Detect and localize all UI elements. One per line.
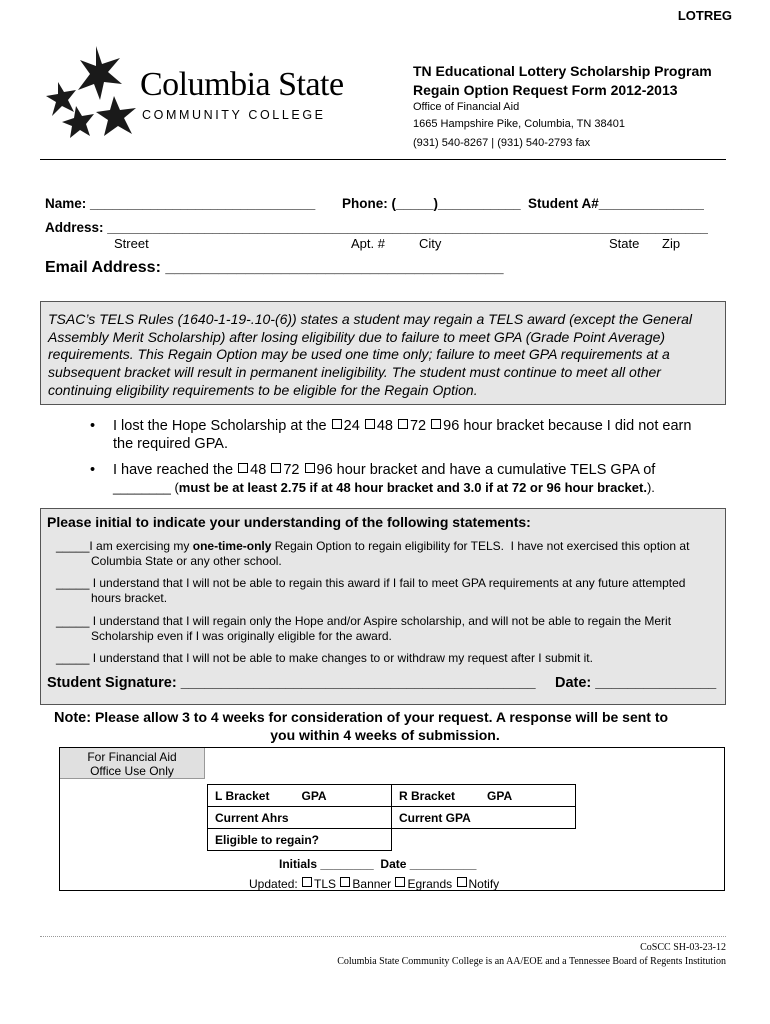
office-use-label: For Financial Aid Office Use Only [60, 748, 205, 779]
student-id-field[interactable]: Student A#______________ [528, 196, 704, 211]
address-field[interactable]: Address: ________________________________________________________________________________ [45, 220, 708, 235]
form-title: TN Educational Lottery Scholarship Program Regain Option Request Form 2012-2013 [413, 63, 712, 98]
checkbox-tls[interactable] [302, 877, 312, 887]
city-label: City [419, 236, 442, 251]
eligible-cell[interactable]: Eligible to regain? [208, 829, 392, 851]
street-label: Street [114, 236, 149, 251]
updated-line: Updated: TLS Banner Egrands Notify [249, 877, 500, 891]
office-use-table [207, 784, 576, 851]
statement-one-time[interactable]: _____I am exercising my one-time-only Regain Option to regain eligibility for TELS. I have not exercised this option at [56, 539, 690, 553]
office-phone: (931) 540-8267 | (931) 540-2793 fax [413, 137, 591, 149]
r-bracket-cell[interactable]: R Bracket GPA [392, 785, 576, 807]
statement-one-time-line2: Columbia State or any other school. [91, 554, 282, 568]
document-code: LOTREG [677, 8, 732, 23]
eoe-statement: Columbia State Community College is an AA/EOE and a Tennessee Board of Regents Institution [337, 956, 726, 967]
statement-no-changes[interactable]: _____ I understand that I will not be able to make changes to or withdraw my request after I submit it. [56, 651, 593, 665]
statement-hope-aspire-line2: Scholarship even if I was originally eligible for the award. [91, 629, 392, 643]
form-code: CoSCC SH-03-23-12 [640, 942, 726, 953]
bullet-reached-bracket: I have reached the 48 72 96 hour bracket and have a cumulative TELS GPA of [113, 462, 656, 478]
college-logo-stars-icon [44, 44, 144, 139]
empty-cell [392, 829, 576, 851]
initials-heading: Please initial to indicate your understanding of the following statements: [47, 514, 531, 530]
checkbox-72-reached[interactable] [271, 463, 281, 473]
signature-date-field[interactable]: Date: _______________ [555, 675, 717, 691]
bullet-lost-hope: I lost the Hope Scholarship at the 24 48 72 96 hour bracket because I did not earn [113, 418, 692, 434]
zip-label: Zip [662, 236, 681, 251]
checkbox-48-reached[interactable] [238, 463, 248, 473]
current-ahrs-cell[interactable]: Current Ahrs [208, 807, 392, 829]
state-label: State [609, 236, 640, 251]
email-field[interactable]: Email Address: ______________________________________ [45, 259, 504, 276]
college-logo-name: Columbia State [140, 66, 344, 103]
l-bracket-cell[interactable]: L Bracket GPA [208, 785, 392, 807]
checkbox-96-reached[interactable] [305, 463, 315, 473]
office-name: Office of Financial Aid [413, 101, 520, 113]
student-signature-field[interactable]: Student Signature: ____________________________________________ [47, 675, 536, 691]
checkbox-96[interactable] [431, 419, 441, 429]
header-divider [40, 159, 726, 160]
checkbox-egrands[interactable] [395, 877, 405, 887]
checkbox-48[interactable] [365, 419, 375, 429]
bullet-dot: • [90, 418, 96, 434]
checkbox-24[interactable] [332, 419, 342, 429]
bullet-dot: • [90, 462, 96, 478]
bullet-lost-hope-line2: the required GPA. [113, 436, 228, 452]
checkbox-72[interactable] [398, 419, 408, 429]
statement-hope-aspire[interactable]: _____ I understand that I will regain only the Hope and/or Aspire scholarship, and will not be able to regain the Merit [56, 614, 672, 628]
checkbox-banner[interactable] [340, 877, 350, 887]
note-line1: Note: Please allow 3 to 4 weeks for consideration of your request. A response will be sent to [54, 709, 669, 726]
name-field[interactable]: Name: ______________________________ [45, 196, 316, 211]
note-line2: you within 4 weeks of submission. [270, 727, 500, 743]
college-logo-subtitle: COMMUNITY COLLEGE [142, 108, 326, 122]
office-address: 1665 Hampshire Pike, Columbia, TN 38401 [413, 118, 625, 130]
current-gpa-cell[interactable]: Current GPA [392, 807, 576, 829]
apt-label: Apt. # [351, 236, 385, 251]
rules-text: TSAC’s TELS Rules (1640-1-19-.10-(6)) states a student may regain a TELS award (except the General Assembly Merit Scholarship) after losing eligibility due to failure to meet GPA (Grade Point Average) requirements. This Regain Option may be used one time only; failure to meet GPA requirements at a subsequent bracket will result in permanent ineligibility. The student must continue to meet all other continuing eligibility requirements to be eligible for the Regain Option. [48, 311, 693, 398]
footer-divider [40, 936, 726, 937]
phone-field[interactable]: Phone: (_____)___________ [342, 196, 521, 211]
statement-gpa-future-line2: hours bracket. [91, 591, 168, 605]
gpa-requirement: ________ (must be at least 2.75 if at 48 hour bracket and 3.0 if at 72 or 96 hour bracket.). [113, 480, 655, 495]
checkbox-notify[interactable] [457, 877, 467, 887]
statement-gpa-future[interactable]: _____ I understand that I will not be able to regain this award if I fail to meet GPA requirements at any future attempted [56, 576, 686, 590]
initials-date-line[interactable]: Initials ________ Date __________ [279, 857, 477, 871]
rules-box [40, 301, 726, 405]
